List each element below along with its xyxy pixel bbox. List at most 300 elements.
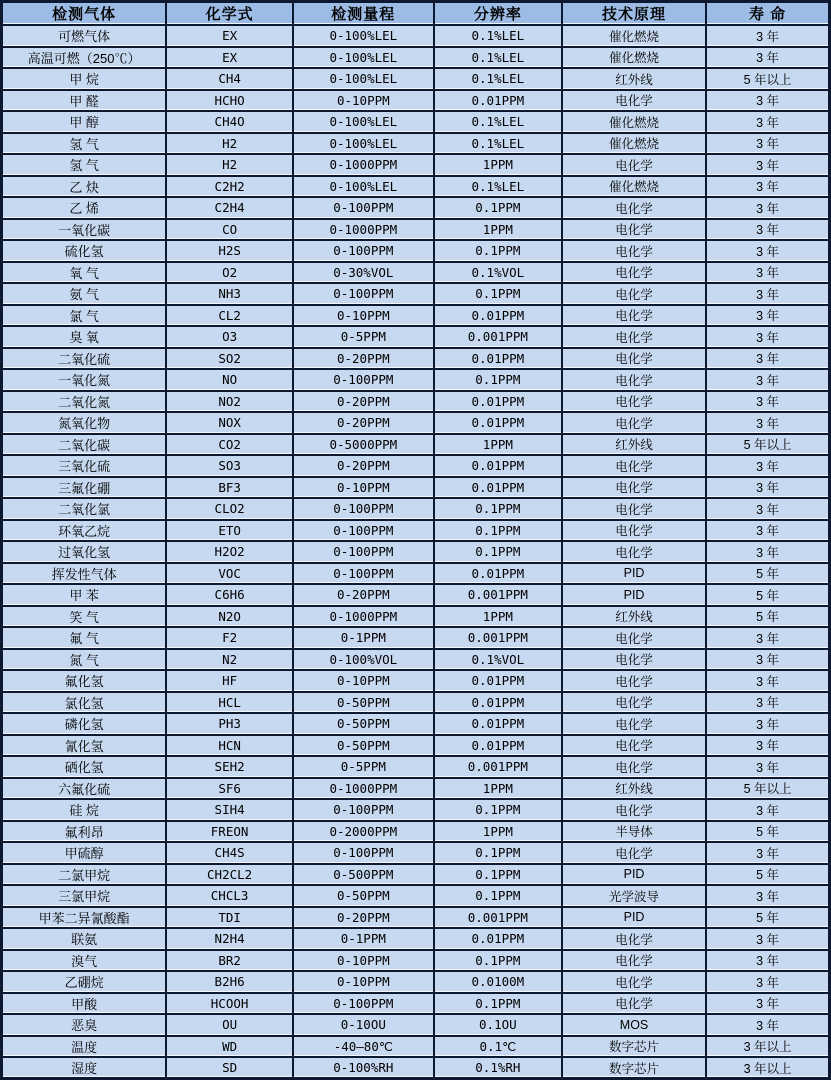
range-cell: 0-5000PPM [293,434,434,456]
principle-cell: 催化燃烧 [562,133,706,155]
resolution-cell: 0.1PPM [434,197,562,219]
lifespan-cell: 3 年 [706,885,829,907]
formula-cell: SEH2 [166,756,293,778]
table-row [2,369,830,391]
table-row [2,47,830,69]
gas-name-cell: 氢 气 [2,133,167,155]
formula-cell: VOC [166,563,293,585]
principle-cell: 电化学 [562,391,706,413]
formula-cell: SD [166,1057,293,1079]
range-cell: 0-100PPM [293,498,434,520]
table-row [2,262,830,284]
gas-name-cell: 氢 气 [2,154,167,176]
range-cell: 0-20PPM [293,348,434,370]
lifespan-cell: 3 年 [706,541,829,563]
range-cell: 0-100PPM [293,283,434,305]
principle-cell: 半导体 [562,821,706,843]
lifespan-cell: 3 年 [706,520,829,542]
range-cell: 0-100PPM [293,563,434,585]
principle-cell: 电化学 [562,756,706,778]
formula-cell: N2H4 [166,928,293,950]
resolution-cell: 0.0100M [434,971,562,993]
principle-cell: 催化燃烧 [562,111,706,133]
range-cell: 0-20PPM [293,455,434,477]
lifespan-cell: 3 年 [706,391,829,413]
resolution-cell: 0.1PPM [434,799,562,821]
principle-cell: PID [562,864,706,886]
range-cell: 0-10PPM [293,950,434,972]
formula-cell: N2 [166,649,293,671]
range-cell: 0-1PPM [293,928,434,950]
gas-name-cell: 环氧乙烷 [2,520,167,542]
principle-cell: 电化学 [562,219,706,241]
principle-cell: 电化学 [562,842,706,864]
range-cell: 0-500PPM [293,864,434,886]
gas-name-cell: 乙硼烷 [2,971,167,993]
lifespan-cell: 3 年 [706,455,829,477]
range-cell: 0-20PPM [293,412,434,434]
principle-cell: 电化学 [562,240,706,262]
formula-cell: CH2CL2 [166,864,293,886]
gas-name-cell: 硅 烷 [2,799,167,821]
lifespan-cell: 3 年 [706,111,829,133]
lifespan-cell: 5 年 [706,907,829,929]
principle-cell: 电化学 [562,412,706,434]
table-row [2,821,830,843]
table-row [2,584,830,606]
range-cell: 0-100PPM [293,541,434,563]
formula-cell: CL2 [166,305,293,327]
lifespan-cell: 3 年 [706,670,829,692]
resolution-cell: 0.001PPM [434,627,562,649]
lifespan-cell: 3 年 [706,240,829,262]
resolution-cell: 1PPM [434,219,562,241]
principle-cell: 电化学 [562,477,706,499]
table-row [2,133,830,155]
principle-cell: 电化学 [562,541,706,563]
column-header-formula: 化学式 [166,2,293,26]
range-cell: 0-10PPM [293,90,434,112]
principle-cell: 电化学 [562,520,706,542]
table-row [2,993,830,1015]
lifespan-cell: 3 年以上 [706,1036,829,1058]
lifespan-cell: 3 年 [706,412,829,434]
formula-cell: NH3 [166,283,293,305]
table-row [2,907,830,929]
lifespan-cell: 5 年 [706,584,829,606]
table-row [2,950,830,972]
resolution-cell: 1PPM [434,154,562,176]
lifespan-cell: 3 年 [706,283,829,305]
principle-cell: 红外线 [562,68,706,90]
principle-cell: 电化学 [562,928,706,950]
resolution-cell: 0.001PPM [434,907,562,929]
principle-cell: PID [562,907,706,929]
resolution-cell: 0.1%LEL [434,176,562,198]
lifespan-cell: 3 年 [706,197,829,219]
gas-name-cell: 氟 气 [2,627,167,649]
resolution-cell: 1PPM [434,778,562,800]
table-row [2,498,830,520]
lifespan-cell: 3 年 [706,133,829,155]
table-row [2,778,830,800]
formula-cell: SO3 [166,455,293,477]
gas-name-cell: 氟利昂 [2,821,167,843]
gas-name-cell: 硒化氢 [2,756,167,778]
lifespan-cell: 5 年以上 [706,68,829,90]
gas-name-cell: 氰化氢 [2,735,167,757]
table-row [2,434,830,456]
table-row [2,670,830,692]
range-cell: 0-100%LEL [293,133,434,155]
gas-name-cell: 三氧化硫 [2,455,167,477]
resolution-cell: 0.1PPM [434,950,562,972]
lifespan-cell: 3 年 [706,47,829,69]
formula-cell: OU [166,1014,293,1036]
resolution-cell: 0.1%LEL [434,68,562,90]
range-cell: 0-100%LEL [293,111,434,133]
gas-name-cell: 乙 炔 [2,176,167,198]
formula-cell: HF [166,670,293,692]
gas-name-cell: 挥发性气体 [2,563,167,585]
gas-name-cell: 一氧化氮 [2,369,167,391]
gas-name-cell: 氨 气 [2,283,167,305]
formula-cell: CH4O [166,111,293,133]
principle-cell: 电化学 [562,971,706,993]
table-row [2,692,830,714]
resolution-cell: 0.1%RH [434,1057,562,1079]
gas-name-cell: 乙 烯 [2,197,167,219]
header-row [2,2,830,26]
range-cell: 0-10PPM [293,670,434,692]
formula-cell: HCHO [166,90,293,112]
formula-cell: CH4 [166,68,293,90]
resolution-cell: 0.1PPM [434,369,562,391]
range-cell: 0-5PPM [293,756,434,778]
gas-name-cell: 臭 氧 [2,326,167,348]
resolution-cell: 0.1PPM [434,842,562,864]
range-cell: 0-100PPM [293,240,434,262]
principle-cell: 电化学 [562,649,706,671]
gas-name-cell: 温度 [2,1036,167,1058]
resolution-cell: 0.1℃ [434,1036,562,1058]
range-cell: 0-20PPM [293,907,434,929]
resolution-cell: 0.1%LEL [434,133,562,155]
formula-cell: C2H2 [166,176,293,198]
formula-cell: B2H6 [166,971,293,993]
resolution-cell: 0.001PPM [434,756,562,778]
table-row [2,885,830,907]
resolution-cell: 0.001PPM [434,326,562,348]
principle-cell: 电化学 [562,627,706,649]
principle-cell: 电化学 [562,90,706,112]
table-row [2,842,830,864]
gas-name-cell: 三氟化硼 [2,477,167,499]
table-row [2,111,830,133]
principle-cell: 电化学 [562,735,706,757]
table-body [2,25,830,1079]
principle-cell: PID [562,584,706,606]
formula-cell: EX [166,47,293,69]
principle-cell: MOS [562,1014,706,1036]
gas-name-cell: 二氧化硫 [2,348,167,370]
range-cell: 0-50PPM [293,735,434,757]
range-cell: 0-20PPM [293,391,434,413]
formula-cell: HCN [166,735,293,757]
formula-cell: H2 [166,133,293,155]
principle-cell: 电化学 [562,799,706,821]
range-cell: 0-100%LEL [293,176,434,198]
principle-cell: 电化学 [562,197,706,219]
gas-name-cell: 二氧化碳 [2,434,167,456]
range-cell: 0-20PPM [293,584,434,606]
formula-cell: F2 [166,627,293,649]
principle-cell: 电化学 [562,369,706,391]
formula-cell: HCL [166,692,293,714]
range-cell: 0-100%LEL [293,47,434,69]
principle-cell: 红外线 [562,606,706,628]
table-row [2,1014,830,1036]
formula-cell: O3 [166,326,293,348]
resolution-cell: 1PPM [434,434,562,456]
principle-cell: 电化学 [562,692,706,714]
gas-name-cell: 氮氧化物 [2,412,167,434]
table-row [2,756,830,778]
formula-cell: NO2 [166,391,293,413]
column-header-resolution: 分辨率 [434,2,562,26]
table-row [2,154,830,176]
table-row [2,713,830,735]
table-row [2,606,830,628]
gas-name-cell: 可燃气体 [2,25,167,47]
range-cell: 0-100%VOL [293,649,434,671]
range-cell: 0-100PPM [293,369,434,391]
range-cell: 0-100PPM [293,197,434,219]
lifespan-cell: 3 年 [706,692,829,714]
table-row [2,305,830,327]
formula-cell: H2O2 [166,541,293,563]
table-row [2,90,830,112]
range-cell: 0-10PPM [293,305,434,327]
gas-name-cell: 甲 醇 [2,111,167,133]
lifespan-cell: 3 年 [706,154,829,176]
resolution-cell: 0.1PPM [434,541,562,563]
table-row [2,864,830,886]
resolution-cell: 0.01PPM [434,477,562,499]
table-row [2,735,830,757]
gas-name-cell: 氟化氢 [2,670,167,692]
resolution-cell: 0.01PPM [434,391,562,413]
formula-cell: CHCL3 [166,885,293,907]
formula-cell: BF3 [166,477,293,499]
principle-cell: 电化学 [562,262,706,284]
range-cell: 0-5PPM [293,326,434,348]
resolution-cell: 1PPM [434,821,562,843]
lifespan-cell: 3 年 [706,90,829,112]
lifespan-cell: 3 年 [706,756,829,778]
resolution-cell: 0.1PPM [434,520,562,542]
principle-cell: 电化学 [562,455,706,477]
range-cell: 0-1000PPM [293,219,434,241]
gas-name-cell: 笑 气 [2,606,167,628]
table-row [2,412,830,434]
lifespan-cell: 3 年 [706,498,829,520]
lifespan-cell: 3 年 [706,971,829,993]
lifespan-cell: 3 年 [706,842,829,864]
resolution-cell: 0.1PPM [434,240,562,262]
gas-name-cell: 二氯甲烷 [2,864,167,886]
table-row [2,563,830,585]
gas-name-cell: 三氯甲烷 [2,885,167,907]
lifespan-cell: 5 年 [706,864,829,886]
lifespan-cell: 3 年以上 [706,1057,829,1079]
table-row [2,541,830,563]
resolution-cell: 1PPM [434,606,562,628]
lifespan-cell: 5 年 [706,606,829,628]
gas-name-cell: 甲硫醇 [2,842,167,864]
range-cell: 0-50PPM [293,885,434,907]
table-row [2,928,830,950]
resolution-cell: 0.1%LEL [434,111,562,133]
table-row [2,176,830,198]
formula-cell: EX [166,25,293,47]
table-row [2,1057,830,1079]
resolution-cell: 0.01PPM [434,563,562,585]
principle-cell: 光学波导 [562,885,706,907]
formula-cell: H2 [166,154,293,176]
resolution-cell: 0.01PPM [434,670,562,692]
gas-name-cell: 湿度 [2,1057,167,1079]
table-row [2,240,830,262]
range-cell: 0-1000PPM [293,778,434,800]
range-cell: 0-1000PPM [293,154,434,176]
table-row [2,25,830,47]
lifespan-cell: 3 年 [706,993,829,1015]
principle-cell: 电化学 [562,283,706,305]
gas-name-cell: 联氨 [2,928,167,950]
table-row [2,971,830,993]
formula-cell: NOX [166,412,293,434]
formula-cell: H2S [166,240,293,262]
column-header-range: 检测量程 [293,2,434,26]
lifespan-cell: 5 年 [706,821,829,843]
principle-cell: 红外线 [562,434,706,456]
formula-cell: ETO [166,520,293,542]
principle-cell: 电化学 [562,670,706,692]
lifespan-cell: 3 年 [706,950,829,972]
lifespan-cell: 3 年 [706,799,829,821]
lifespan-cell: 3 年 [706,477,829,499]
principle-cell: 催化燃烧 [562,176,706,198]
resolution-cell: 0.01PPM [434,713,562,735]
formula-cell: PH3 [166,713,293,735]
resolution-cell: 0.01PPM [434,735,562,757]
resolution-cell: 0.1%VOL [434,262,562,284]
formula-cell: SIH4 [166,799,293,821]
range-cell: 0-100PPM [293,520,434,542]
gas-name-cell: 氮 气 [2,649,167,671]
table-row [2,799,830,821]
table-row [2,348,830,370]
resolution-cell: 0.01PPM [434,455,562,477]
table-row [2,68,830,90]
formula-cell: CO [166,219,293,241]
range-cell: 0-2000PPM [293,821,434,843]
table-row [2,197,830,219]
principle-cell: 数字芯片 [562,1036,706,1058]
range-cell: 0-10PPM [293,971,434,993]
formula-cell: C2H4 [166,197,293,219]
principle-cell: 电化学 [562,950,706,972]
range-cell: 0-100PPM [293,799,434,821]
resolution-cell: 0.01PPM [434,90,562,112]
lifespan-cell: 3 年 [706,369,829,391]
principle-cell: 催化燃烧 [562,47,706,69]
lifespan-cell: 3 年 [706,735,829,757]
resolution-cell: 0.1%LEL [434,25,562,47]
resolution-cell: 0.01PPM [434,692,562,714]
formula-cell: TDI [166,907,293,929]
formula-cell: C6H6 [166,584,293,606]
formula-cell: HCOOH [166,993,293,1015]
formula-cell: O2 [166,262,293,284]
table-row [2,520,830,542]
table-row [2,1036,830,1058]
gas-name-cell: 一氧化碳 [2,219,167,241]
column-header-principle: 技术原理 [562,2,706,26]
lifespan-cell: 5 年 [706,563,829,585]
principle-cell: PID [562,563,706,585]
lifespan-cell: 3 年 [706,176,829,198]
resolution-cell: 0.1%VOL [434,649,562,671]
gas-name-cell: 二氧化氯 [2,498,167,520]
range-cell: 0-100PPM [293,842,434,864]
formula-cell: NO [166,369,293,391]
range-cell: 0-30%VOL [293,262,434,284]
table-row [2,477,830,499]
principle-cell: 电化学 [562,348,706,370]
gas-name-cell: 磷化氢 [2,713,167,735]
table-row [2,283,830,305]
principle-cell: 电化学 [562,305,706,327]
lifespan-cell: 3 年 [706,713,829,735]
gas-name-cell: 甲 苯 [2,584,167,606]
gas-name-cell: 氯 气 [2,305,167,327]
lifespan-cell: 3 年 [706,928,829,950]
lifespan-cell: 5 年以上 [706,434,829,456]
column-header-gas-name: 检测气体 [2,2,167,26]
lifespan-cell: 3 年 [706,219,829,241]
range-cell: 0-10OU [293,1014,434,1036]
lifespan-cell: 3 年 [706,262,829,284]
lifespan-cell: 3 年 [706,649,829,671]
principle-cell: 电化学 [562,713,706,735]
gas-name-cell: 甲 醛 [2,90,167,112]
gas-name-cell: 硫化氢 [2,240,167,262]
table-row [2,627,830,649]
resolution-cell: 0.1PPM [434,885,562,907]
table-row [2,455,830,477]
lifespan-cell: 5 年以上 [706,778,829,800]
resolution-cell: 0.001PPM [434,584,562,606]
lifespan-cell: 3 年 [706,348,829,370]
formula-cell: SF6 [166,778,293,800]
range-cell: 0-100%RH [293,1057,434,1079]
formula-cell: WD [166,1036,293,1058]
lifespan-cell: 3 年 [706,25,829,47]
principle-cell: 催化燃烧 [562,25,706,47]
range-cell: 0-100%LEL [293,68,434,90]
